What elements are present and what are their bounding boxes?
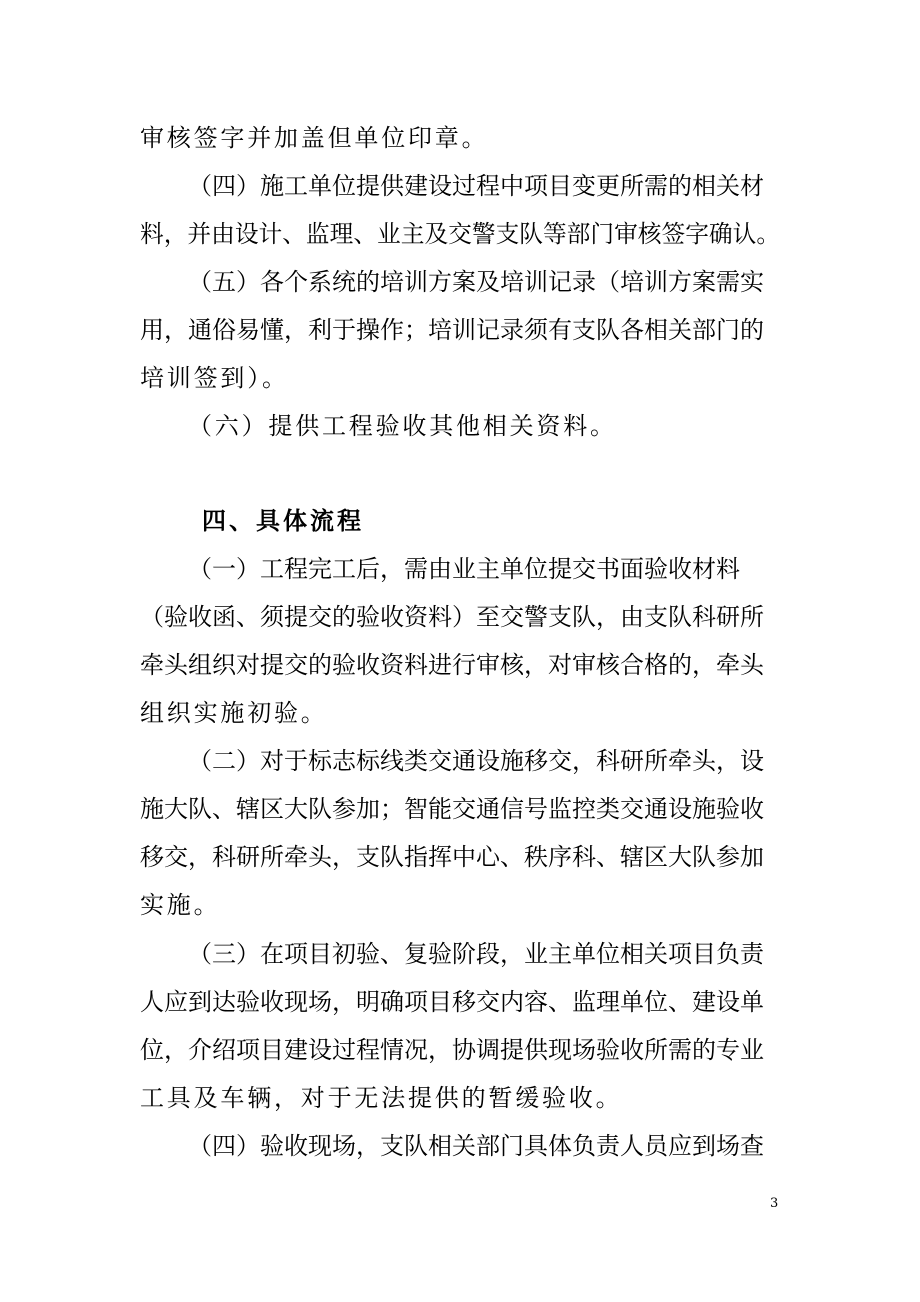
line-text: （验收函、须提交的验收资料）至交警支队，由支队科研所 <box>140 603 764 631</box>
body-line <box>0 166 920 206</box>
line-text: （四）施工单位提供建设过程中项目变更所需的相关材 <box>188 172 764 200</box>
line-text: 移交，科研所牵头，支队指挥中心、秩序科、辖区大队参加 <box>140 843 764 871</box>
line-text: 实施。 <box>140 891 221 919</box>
body-line <box>0 693 920 733</box>
body-line <box>0 885 920 925</box>
line-text: （六）提供工程验收其他相关资料。 <box>188 412 617 440</box>
body-line <box>0 1078 920 1118</box>
line-text: 用，通俗易懂，利于操作；培训记录须有支队各相关部门的 <box>140 316 764 344</box>
line-text: 培训签到）。 <box>140 364 289 392</box>
body-line <box>0 549 920 589</box>
body-line <box>0 310 920 350</box>
body-line <box>0 406 920 446</box>
body-line <box>0 262 920 302</box>
body-line <box>0 645 920 685</box>
line-text: 料，并由设计、监理、业主及交警支队等部门审核签字确认。 <box>140 220 781 248</box>
line-text: （四）验收现场，支队相关部门具体负责人员应到场查 <box>188 1132 764 1160</box>
line-text: 组织实施初验。 <box>140 699 328 727</box>
body-line <box>0 358 920 398</box>
line-text: （五）各个系统的培训方案及培训记录（培训方案需实 <box>188 268 764 296</box>
line-text: （三）在项目初验、复验阶段，业主单位相关项目负责 <box>188 940 764 968</box>
body-line <box>0 118 920 158</box>
line-text: （一）工程完工后，需由业主单位提交书面验收材料 <box>188 555 740 583</box>
line-text: 审核签字并加盖但单位印章。 <box>140 124 489 152</box>
body-line <box>0 741 920 781</box>
line-text: 施大队、辖区大队参加；智能交通信号监控类交通设施验收 <box>140 795 764 823</box>
page-number: 3 <box>770 1196 779 1211</box>
body-line <box>0 837 920 877</box>
body-line <box>0 934 920 974</box>
body-line <box>0 982 920 1022</box>
body-line <box>0 789 920 829</box>
section-heading <box>0 501 920 541</box>
line-text: 位，介绍项目建设过程情况，协调提供现场验收所需的专业 <box>140 1036 764 1064</box>
line-text: 工具及车辆，对于无法提供的暂缓验收。 <box>140 1084 623 1112</box>
section-heading-text: 四、具体流程 <box>202 507 364 535</box>
body-line <box>0 597 920 637</box>
body-line <box>0 1126 920 1166</box>
line-text: （二）对于标志标线类交通设施移交，科研所牵头，设 <box>188 747 764 775</box>
line-text: 牵头组织对提交的验收资料进行审核，对审核合格的，牵头 <box>140 651 764 679</box>
line-text: 人应到达验收现场，明确项目移交内容、监理单位、建设单 <box>140 988 764 1016</box>
body-line <box>0 1030 920 1070</box>
body-line <box>0 214 920 254</box>
